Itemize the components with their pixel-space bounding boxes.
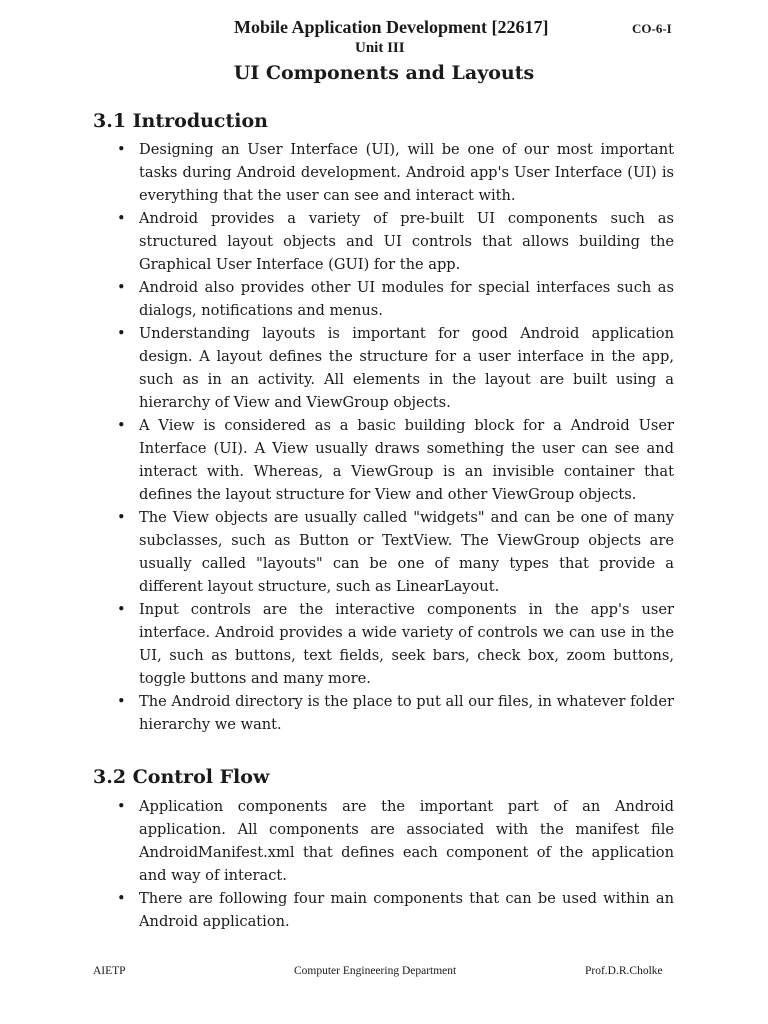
- footer-author: Prof.D.R.Cholke: [585, 965, 663, 977]
- section-heading-control-flow: 3.2 Control Flow: [93, 766, 270, 788]
- course-title: Mobile Application Development [22617]: [234, 17, 549, 37]
- list-item: • Application components are the important part of an Android application. All components are associated with the manifest file AndroidManifest.xml that defines each component of the application and way of interact.: [117, 795, 674, 887]
- footer-department: Computer Engineering Department: [294, 965, 457, 977]
- list-item: • Android provides a variety of pre-built UI components such as structured layout objects and UI controls that allows building the Graphical User Interface (GUI) for the app.: [117, 207, 674, 276]
- section-heading-introduction: 3.1 Introduction: [93, 110, 268, 132]
- list-item: • Android also provides other UI modules for special interfaces such as dialogs, notifications and menus.: [117, 276, 674, 322]
- list-item: • The Android directory is the place to put all our files, in whatever folder hierarchy we want.: [117, 690, 674, 736]
- control-flow-bullet-list: [117, 795, 674, 933]
- footer-institute: AIETP: [93, 965, 126, 977]
- list-item: • Input controls are the interactive components in the app's user interface. Android provides a wide variety of controls we can use in the UI, such as buttons, text fields, seek bars, check box, zoom buttons, toggle buttons and many more.: [117, 598, 674, 690]
- list-item: • Designing an User Interface (UI), will be one of our most important tasks during Android development. Android app's User Interface (UI) is everything that the user can see and interact with.: [117, 138, 674, 207]
- page-title: UI Components and Layouts: [233, 62, 535, 84]
- list-item: • A View is considered as a basic building block for a Android User Interface (UI). A View usually draws something the user can see and interact with. Whereas, a ViewGroup is an invisible container that defines the layout structure for View and other ViewGroup objects.: [117, 414, 674, 506]
- list-item: • Understanding layouts is important for good Android application design. A layout defines the structure for a user interface in the app, such as in an activity. All elements in the layout are built using a hierarchy of View and ViewGroup objects.: [117, 322, 674, 414]
- unit-label: Unit III: [355, 40, 405, 56]
- list-item: • The View objects are usually called "widgets" and can be one of many subclasses, such as Button or TextView. The ViewGroup objects are usually called "layouts" can be one of many types that provide a different layout structure, such as LinearLayout.: [117, 506, 674, 598]
- course-outcome-code: CO-6-I: [632, 21, 672, 36]
- list-item: • There are following four main components that can be used within an Android application.: [117, 887, 674, 933]
- introduction-bullet-list: [117, 138, 674, 736]
